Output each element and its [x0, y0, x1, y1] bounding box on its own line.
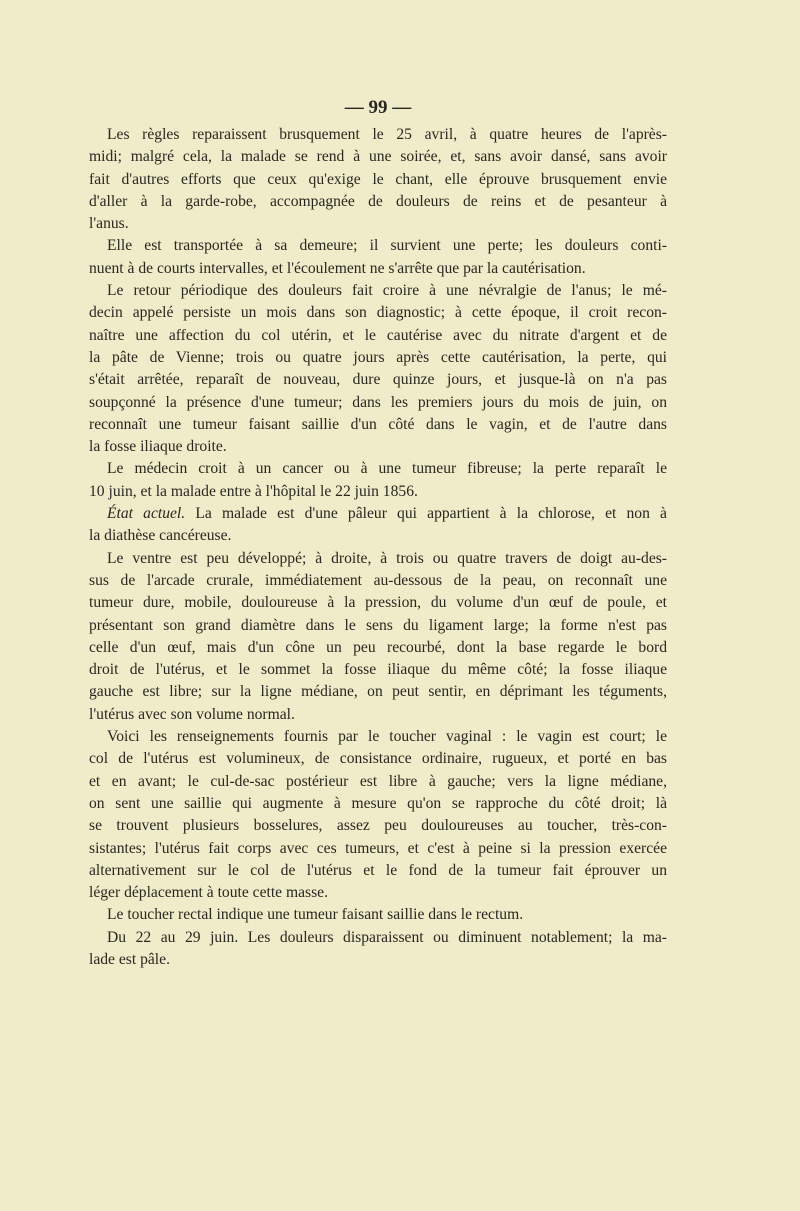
- text-line: decin appelé persiste un mois dans son diagnostic; à cette époque, il croit recon-: [89, 304, 667, 322]
- text-line: l'utérus avec son volume normal.: [89, 705, 295, 723]
- text-line: reconnaît une tumeur faisant saillie d'un côté dans le vagin, et de l'autre dans: [89, 415, 667, 433]
- text-line: se trouvent plusieurs bosselures, assez peu douloureuses au toucher, très-con-: [89, 817, 667, 835]
- text-line: léger déplacement à toute cette masse.: [89, 884, 328, 902]
- text-line: Le ventre est peu développé; à droite, à trois ou quatre travers de doigt au-des-: [107, 549, 667, 567]
- text-line: nuent à de courts intervalles, et l'écoulement ne s'arrête que par la cautérisation.: [89, 259, 586, 277]
- text-line: tumeur dure, mobile, douloureuse à la pression, du volume d'un œuf de poule, et: [89, 594, 667, 612]
- text-line: midi; malgré cela, la malade se rend à une soirée, et, sans avoir dansé, sans avoir: [89, 148, 667, 166]
- text-line: Les règles reparaissent brusquement le 25 avril, à quatre heures de l'après-: [107, 126, 667, 143]
- text-line: Voici les renseignements fournis par le toucher vaginal : le vagin est court; le: [107, 728, 667, 746]
- text-line: et en avant; le cul-de-sac postérieur est libre à gauche; vers la ligne médiane,: [89, 772, 667, 790]
- text-line: sistantes; l'utérus fait corps avec ces tumeurs, et c'est à peine si la pression exercée: [89, 839, 667, 857]
- text-line: fait d'autres efforts que ceux qu'exige le chant, elle éprouve brusquement envie: [89, 170, 667, 188]
- text-line-etat-actuel: [89, 503, 667, 525]
- text-line: la fosse iliaque droite.: [89, 438, 227, 456]
- text-fragment: La malade est d'une pâleur qui appartient à la chlorose, et non à: [195, 505, 667, 523]
- text-line: Le toucher rectal indique une tumeur faisant saillie dans le rectum.: [107, 906, 524, 924]
- text-line: soupçonné la présence d'une tumeur; dans les premiers jours du mois de juin, on: [89, 393, 667, 411]
- document-body: [89, 124, 667, 971]
- text-line: on sent une saillie qui augmente à mesure qu'on se rapproche du côté droit; là: [89, 794, 667, 812]
- text-line: s'était arrêtée, reparaît de nouveau, dure quinze jours, et jusque-là on n'a pas: [89, 371, 667, 389]
- text-line: celle d'un œuf, mais d'un cône un peu recourbé, dont la base regarde le bord: [89, 638, 667, 656]
- text-line: Elle est transportée à sa demeure; il survient une perte; les douleurs conti-: [107, 237, 667, 255]
- text-line: lade est pâle.: [89, 950, 170, 968]
- text-line: gauche est libre; sur la ligne médiane, on peut sentir, en déprimant les téguments,: [89, 683, 667, 701]
- text-line: d'aller à la garde-robe, accompagnée de douleurs de reins et de pesanteur à: [89, 192, 667, 210]
- text-line: col de l'utérus est volumineux, de consistance ordinaire, rugueux, et porté en bas: [89, 750, 667, 768]
- text-line: Du 22 au 29 juin. Les douleurs disparaissent ou diminuent notablement; la ma-: [107, 928, 667, 946]
- section-label-etat-actuel: État actuel.: [107, 505, 186, 523]
- text-line: la pâte de Vienne; trois ou quatre jours après cette cautérisation, la perte, qui: [89, 348, 667, 366]
- page-number: — 99 —: [344, 97, 412, 118]
- text-line: Le médecin croit à un cancer ou à une tumeur fibreuse; la perte reparaît le: [107, 460, 667, 478]
- text-line: l'anus.: [89, 215, 129, 233]
- text-line: droit de l'utérus, et le sommet la fosse iliaque du même côté; la fosse iliaque: [89, 661, 667, 679]
- text-line: naître une affection du col utérin, et le cautérise avec du nitrate d'argent et de: [89, 326, 667, 344]
- text-line: Le retour périodique des douleurs fait croire à une névralgie de l'anus; le mé-: [107, 282, 667, 300]
- text-line: alternativement sur le col de l'utérus et le fond de la tumeur fait éprouver un: [89, 861, 667, 879]
- text-line: la diathèse cancéreuse.: [89, 527, 232, 545]
- text-line: sus de l'arcade crurale, immédiatement au-dessous de la peau, on reconnaît une: [89, 571, 667, 589]
- text-line: 10 juin, et la malade entre à l'hôpital le 22 juin 1856.: [89, 482, 418, 500]
- text-line: présentant son grand diamètre dans le sens du ligament large; la forme n'est pas: [89, 616, 667, 634]
